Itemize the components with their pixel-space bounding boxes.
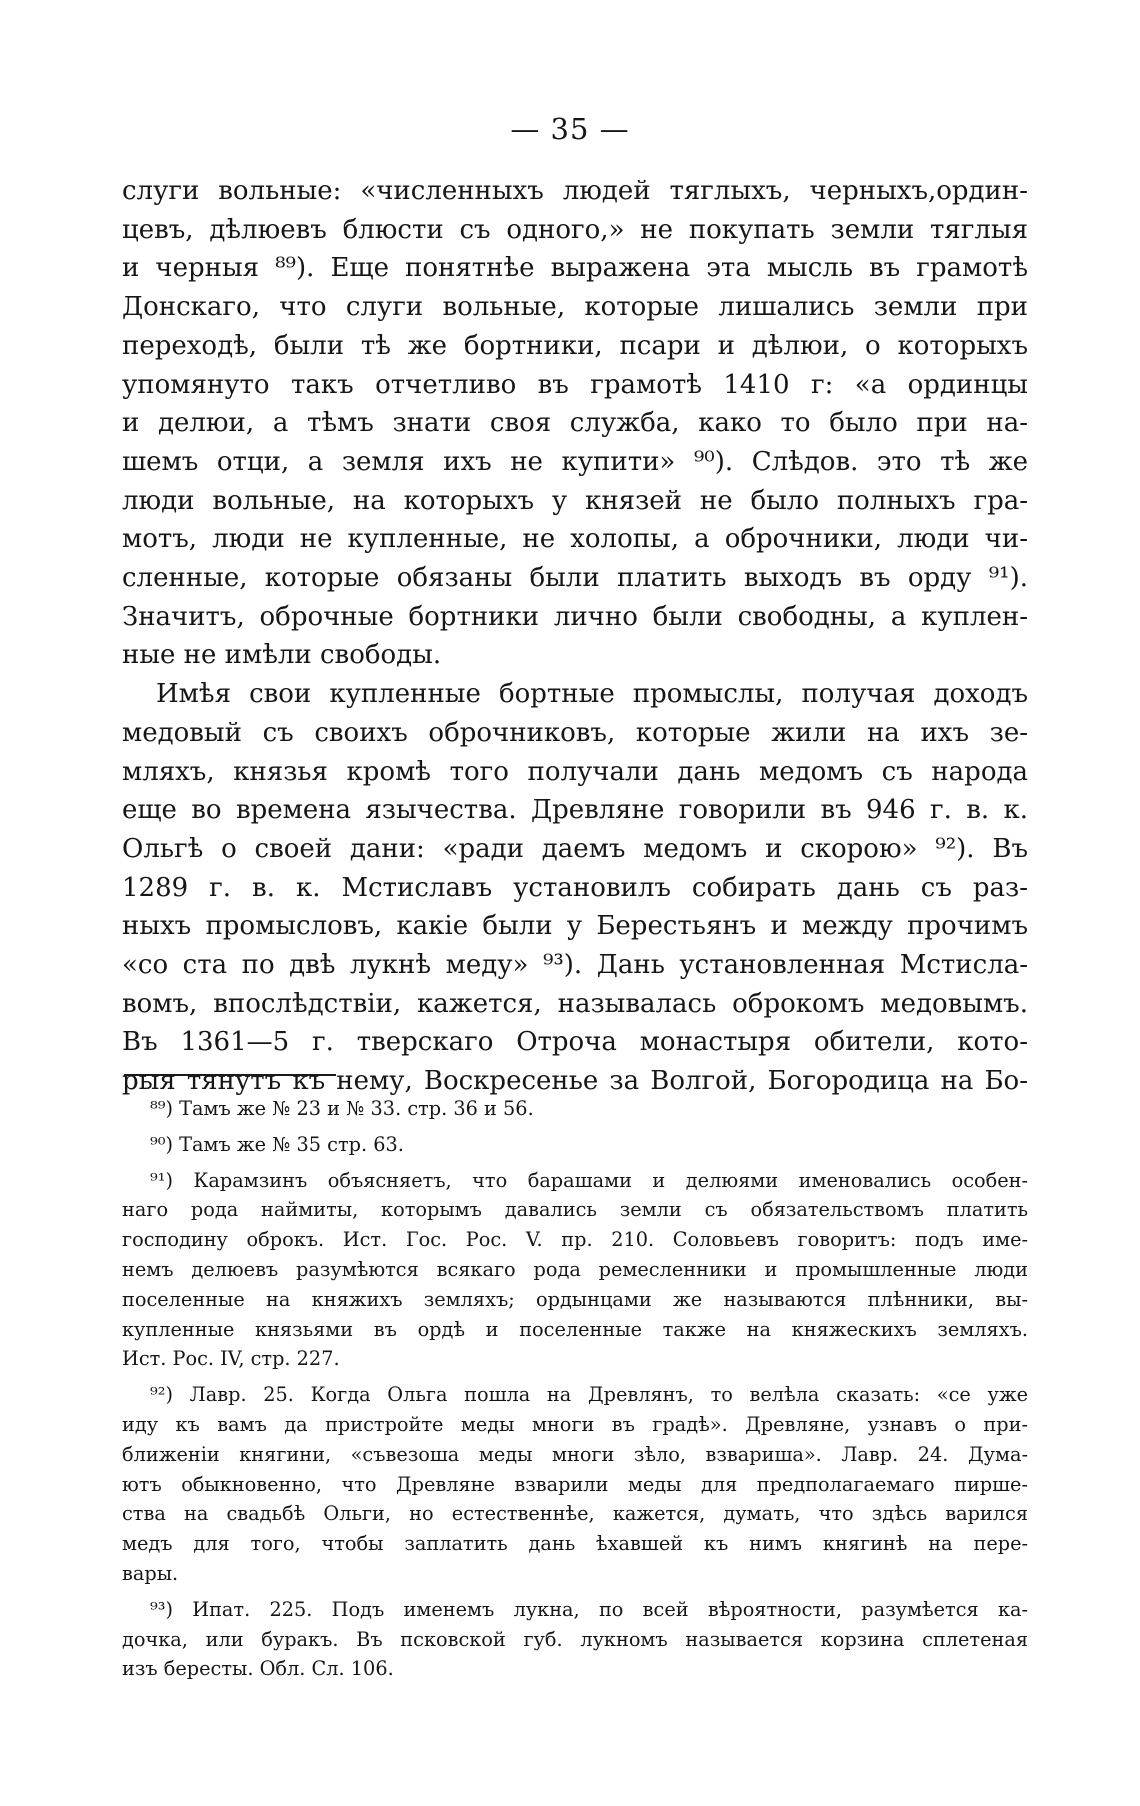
text-line: Имѣя свои купленные бортные промыслы, получая доходъ: [156, 679, 1028, 710]
footnote-line: ⁸⁹) Тамъ же № 23 и № 33. стр. 36 и 56.: [150, 1097, 534, 1120]
page-number: — 35 —: [510, 112, 630, 146]
paragraph-1: [122, 172, 1028, 675]
footnote-line: медъ для того, чтобы заплатить дань ѣхавшей къ нимъ княгинѣ на пере-: [122, 1532, 1028, 1556]
footnote-line: Ист. Рос. IV, стр. 227.: [122, 1347, 340, 1371]
text-line: цевъ, дѣлюевъ блюсти съ одного,» не покупать земли тяглыя: [122, 214, 1028, 245]
footnote-line: иду къ вамъ да пристройте меды многи въ градѣ». Древляне, узнавъ о при-: [122, 1412, 1028, 1436]
footnote-line: ства на свадьбѣ Ольги, но естественнѣе, кажется, думать, что здѣсь варился: [122, 1502, 1028, 1526]
text-line: медовый съ своихъ оброчниковъ, которые жили на ихъ зе-: [122, 717, 1028, 748]
text-line: мляхъ, князья кромѣ того получали дань медомъ съ народа: [122, 756, 1028, 787]
footnote-line: господину оброкъ. Ист. Гос. Рос. V. пр. 210. Соловьевъ говоритъ: подъ име-: [122, 1228, 1028, 1252]
footnote-line: вары.: [122, 1561, 179, 1585]
text-line: ныхъ промысловъ, какіе были у Берестьянъ и между прочимъ: [122, 911, 1028, 942]
text-line: Ольгѣ о своей дани: «ради даемъ медомъ и скорою» ⁹²). Въ: [122, 833, 1028, 864]
paragraph-2: [122, 675, 1028, 1101]
text-line: переходѣ, были тѣ же бортники, псари и дѣлюи, о которыхъ: [122, 330, 1028, 361]
footnote-line: купленные князьями въ ордѣ и поселенные также на княжескихъ земляхъ.: [122, 1317, 1028, 1341]
text-line: люди вольные, на которыхъ у князей не было полныхъ гра-: [122, 485, 1028, 516]
footnote-line: ⁹³) Ипат. 225. Подъ именемъ лукна, по всей вѣроятности, разумѣется ка-: [150, 1597, 1028, 1621]
footnote-line: ⁹²) Лавр. 25. Когда Ольга пошла на Древлянъ, то велѣла сказать: «се уже: [150, 1383, 1028, 1407]
text-line: вомъ, впослѣдствіи, кажется, называлась оброкомъ медовымъ.: [122, 988, 1028, 1019]
text-line: Въ 1361—5 г. тверскаго Отроча монастыря обители, кото-: [122, 1027, 1028, 1058]
footnote-line: изъ бересты. Обл. Сл. 106.: [122, 1657, 394, 1681]
footnote-line: ютъ обыкновенно, что Древляне взварили меды для предполагаемаго пирше-: [122, 1472, 1028, 1496]
text-line: Значитъ, оброчные бортники лично были свободны, а куплен-: [122, 601, 1028, 632]
text-line: и делюи, а тѣмъ знати своя служба, како то было при на-: [122, 408, 1028, 439]
footnote-line: ⁹⁰) Тамъ же № 35 стр. 63.: [150, 1132, 404, 1156]
footnote-93: [122, 1595, 1028, 1684]
footnote-92: [122, 1380, 1028, 1589]
text-line: еще во времена язычества. Древляне говорили въ 946 г. в. к.: [122, 795, 1028, 826]
text-line: шемъ отци, а земля ихъ не купити» ⁹⁰). Слѣдов. это тѣ же: [122, 446, 1028, 477]
text-line: ные не имѣли свободы.: [122, 640, 442, 671]
footnote-line: ⁹¹) Карамзинъ объясняетъ, что барашами и делюями именовались особен-: [150, 1168, 1028, 1192]
footnote-89: [122, 1094, 1028, 1124]
text-line: сленные, которые обязаны были платить выходъ въ орду ⁹¹).: [122, 563, 1028, 594]
footnote-line: поселенные на княжихъ земляхъ; ордынцами же называются плѣнники, вы-: [122, 1287, 1028, 1311]
footnote-90: [122, 1130, 1028, 1160]
main-text: [122, 172, 1028, 1101]
footnote-line: ближеніи княгини, «съвезоша меды многи зѣло, взвариша». Лавр. 24. Дума-: [122, 1442, 1028, 1466]
footnote-line: наго рода наймиты, которымъ давались земли съ обязательствомъ платить: [122, 1198, 1028, 1222]
text-line: Донскаго, что слуги вольные, которые лишались земли при: [122, 292, 1028, 323]
footnote-line: немъ делюевъ разумѣются всякаго рода ремесленники и промышленные люди: [122, 1257, 1028, 1281]
footnotes: [122, 1094, 1028, 1690]
text-line: и черныя ⁸⁹). Еще понятнѣе выражена эта мысль въ грамотѣ: [122, 253, 1028, 284]
text-line: 1289 г. в. к. Мстиславъ установилъ собирать дань съ раз-: [122, 872, 1028, 903]
text-line: «со ста по двѣ лукнѣ меду» ⁹³). Дань установленная Мстисла-: [122, 950, 1028, 981]
footnote-divider: [124, 1074, 336, 1076]
text-line: слуги вольные: «численныхъ людей тяглыхъ, черныхъ,ордин-: [122, 176, 1028, 206]
text-line: упомянуто такъ отчетливо въ грамотѣ 1410 г: «а ординцы: [122, 369, 1028, 400]
footnote-91: [122, 1166, 1028, 1375]
text-line: рыя тянутъ къ нему, Воскресенье за Волгой, Богородица на Бо-: [122, 1066, 1028, 1097]
footnote-line: дочка, или буракъ. Въ псковской губ. лукномъ называется корзина сплетеная: [122, 1627, 1028, 1651]
text-line: мотъ, люди не купленные, не холопы, а оброчники, люди чи-: [122, 524, 1028, 555]
